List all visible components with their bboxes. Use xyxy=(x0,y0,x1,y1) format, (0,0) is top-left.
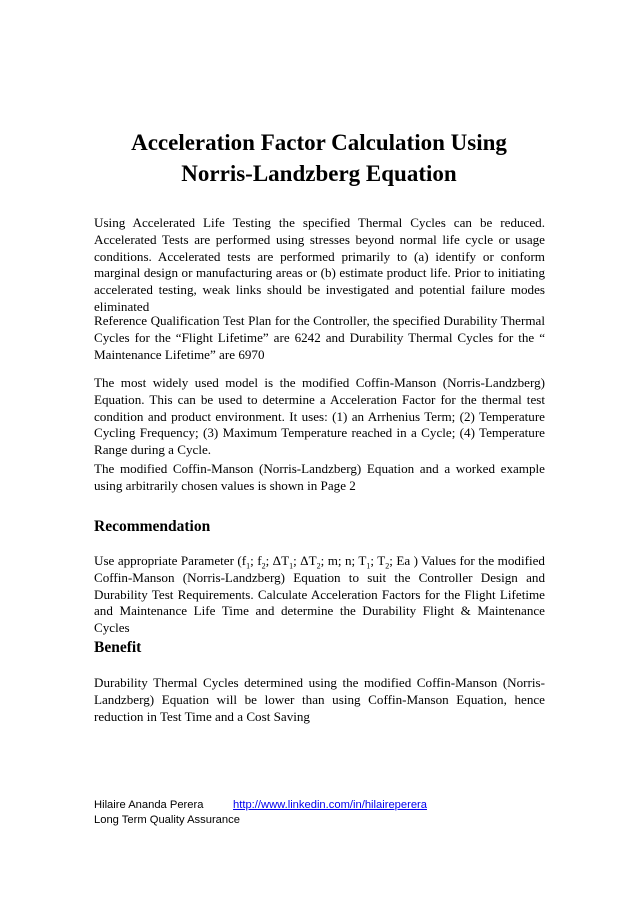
benefit-heading: Benefit xyxy=(94,639,142,656)
recommendation-heading: Recommendation xyxy=(94,518,211,535)
page-footer xyxy=(94,798,428,828)
footer-author: Hilaire Ananda Perera xyxy=(94,799,204,811)
rec-sub-1: 1 xyxy=(246,561,251,571)
reference-paragraph: Reference Qualification Test Plan for the Controller, the specified Durability Thermal Cycles for the “Flight Lifetime” are 6242 and Durability Thermal Cycles for the “ Maintenance Lifetime” are 6970 xyxy=(94,313,545,362)
rec-text-prefix: Use appropriate Parameter (f xyxy=(94,553,247,568)
example-paragraph: The modified Coffin-Manson (Norris-Landzberg) Equation and a worked example using arbitrarily chosen values is shown in Page 2 xyxy=(94,461,545,493)
rec-sub-5: 1 xyxy=(366,561,371,571)
rec-sep-3: ; ΔT xyxy=(293,553,317,568)
title-line-2: Norris-Landzberg Equation xyxy=(181,161,457,186)
rec-sep-2: ; ΔT xyxy=(265,553,290,568)
document-title xyxy=(80,127,558,189)
rec-sub-6: 2 xyxy=(385,561,390,571)
title-line-1: Acceleration Factor Calculation Using xyxy=(131,130,507,155)
rec-sep-5: ; T xyxy=(370,553,386,568)
rec-sep-1: ; f xyxy=(250,553,262,568)
recommendation-paragraph xyxy=(94,553,545,637)
rec-sub-2: 2 xyxy=(261,561,266,571)
benefit-paragraph: Durability Thermal Cycles determined using the modified Coffin-Manson (Norris-Landzberg) Equation will be lower than using Coffin-Manson Equation, hence reduction in Test Time and a Cost Saving xyxy=(94,675,545,724)
footer-role: Long Term Quality Assurance xyxy=(94,814,240,826)
intro-paragraph: Using Accelerated Life Testing the specified Thermal Cycles can be reduced. Accelerated Tests are performed using stresses beyond normal life cycle or usage conditions. Accelerated tests are performed primarily to (a) identify or conform marginal design or manufacturing areas or (b) estimate product life. Prior to initiating accelerated testing, weak links should be investigated and potential failure modes eliminated xyxy=(94,215,545,314)
rec-sep-4: ; m; n; T xyxy=(320,553,367,568)
footer-linkedin-link[interactable]: http://www.linkedin.com/in/hilaireperera xyxy=(233,799,428,811)
rec-sub-4: 2 xyxy=(316,561,321,571)
rec-text-suffix: ; Ea ) Values for the modified Coffin-Manson (Norris-Landzberg) Equation to suit the Controller Design and Durability Test Requirements. Calculate Acceleration Factors for the Flight Lifetime and Maintenance Life Time and determine the Durability Flight & Maintenance Cycles xyxy=(94,553,545,636)
rec-sub-3: 1 xyxy=(289,561,294,571)
model-paragraph: The most widely used model is the modified Coffin-Manson (Norris-Landzberg) Equation. This can be used to determine a Acceleration Factor for the thermal test condition and product environment. It uses: (1) an Arrhenius Term; (2) Temperature Cycling Frequency; (3) Maximum Temperature reached in a Cycle; (4) Temperature Range during a Cycle. xyxy=(94,375,545,458)
